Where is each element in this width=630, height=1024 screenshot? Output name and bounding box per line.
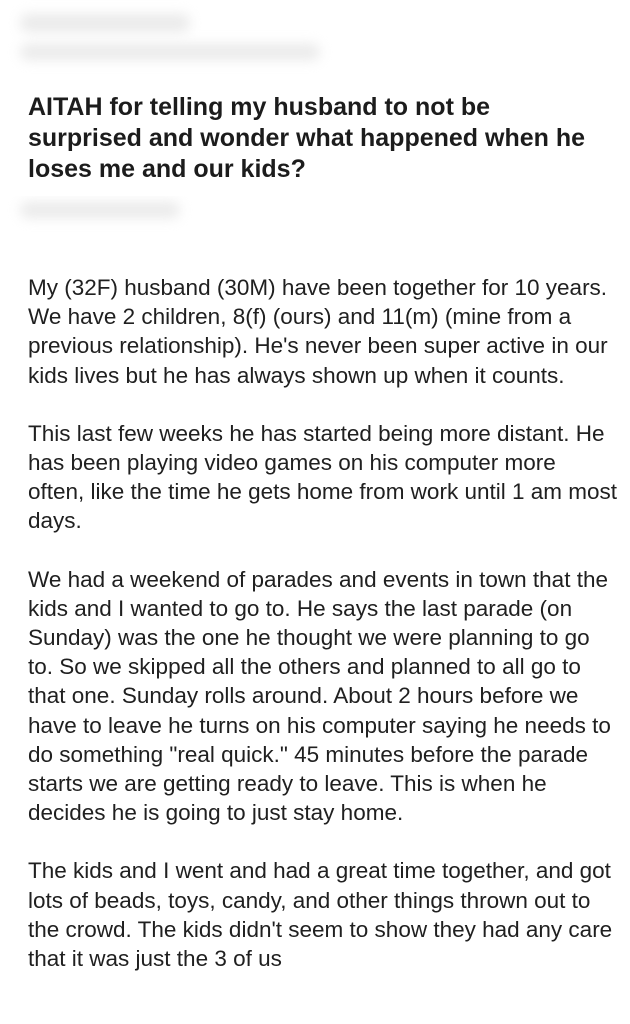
blurred-flair bbox=[20, 202, 180, 218]
post-paragraph: We had a weekend of parades and events in town that the kids and I wanted to go to. He says the last parade (on Sunday) was the one he thought we were planning to go to. So we skipped all the others and planned to all go to that one. Sunday rolls around. About 2 hours before we have to leave he turns on his computer saying he needs to do something "real quick." 45 minutes before the parade starts we are getting ready to leave. This is when he decides he is going to just stay home. bbox=[28, 566, 611, 826]
blurred-post-flair bbox=[0, 196, 630, 256]
post-paragraph: This last few weeks he has started being more distant. He has been playing video games on his computer more often, like the time he gets home from work until 1 am most days. bbox=[28, 420, 617, 534]
blurred-author-meta bbox=[20, 44, 320, 60]
post-body bbox=[28, 273, 618, 1002]
blurred-subreddit-name bbox=[20, 14, 190, 32]
blurred-post-header bbox=[0, 0, 630, 80]
post-paragraph: The kids and I went and had a great time together, and got lots of beads, toys, candy, and other things thrown out to the crowd. The kids didn't seem to show they had any care that it was just the 3 of us bbox=[28, 858, 613, 972]
post-title: AITAH for telling my husband to not be surprised and wonder what happened when he loses me and our kids? bbox=[28, 93, 586, 183]
post-paragraph: My (32F) husband (30M) have been together for 10 years. We have 2 children, 8(f) (ours) and 11(m) (mine from a previous relationship). He's never been super active in our kids lives but he has always shown up when it counts. bbox=[28, 275, 608, 388]
